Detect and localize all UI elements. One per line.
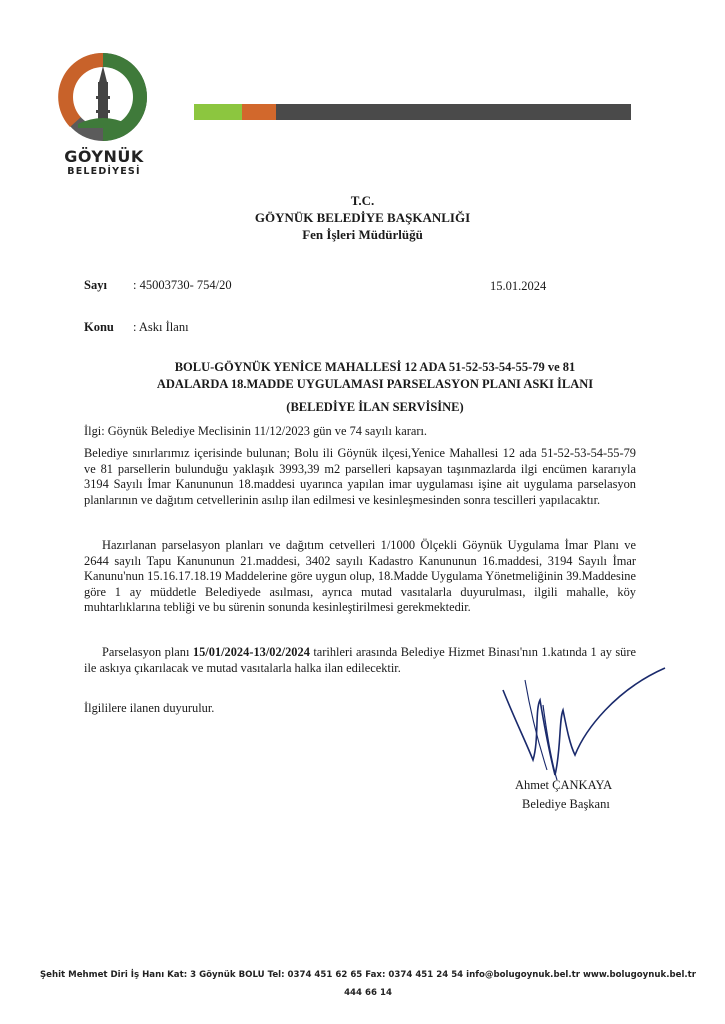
- body-paragraph-1: Belediye sınırlarımız içerisinde bulunan; Bolu ili Göynük ilçesi,Yenice Mahallesi 12 ada 51-52-53-54-55-79 ve 81 parsellerin bulunduğu yaklaşık 3993,39 m2 parselleri kapsayan taşınmazlarda ilgi encümen kararıyla 3194 Sayılı İmar Kanununun 18.maddesi uyarınca yapılan imar uygulaması işine ait uygulama parselasyon planlarının ve dağıtım cetvellerinin asılıp ilan edilmesi ve kesinleşmesinden sonra tescilleri yapılacaktır.: [84, 446, 636, 507]
- handwritten-signature: [495, 660, 670, 790]
- header-bar-green: [194, 104, 242, 120]
- signatory-title: Belediye Başkanı: [522, 797, 610, 811]
- notice-recipient: (BELEDİYE İLAN SERVİSİNE): [286, 400, 464, 414]
- logo-name: GÖYNÜK: [64, 147, 144, 166]
- footer-contact: Şehit Mehmet Diri İş Hanı Kat: 3 Göynük BOLU Tel: 0374 451 62 65 Fax: 0374 451 24 54 info@bolugoynuk.bel.tr www.bolugoynuk.bel.tr: [39, 970, 697, 980]
- sayi-value: : 45003730- 754/20: [133, 278, 232, 292]
- closing-line: İlgililere ilanen duyurulur.: [84, 701, 215, 715]
- ilgi-reference: İlgi: Göynük Belediye Meclisinin 11/12/2023 gün ve 74 sayılı kararı.: [84, 424, 427, 438]
- body-paragraph-2: Hazırlanan parselasyon planları ve dağıtım cetvelleri 1/1000 Ölçekli Göynük Uygulama İmar Planı ve 2644 sayılı Tapu Kanununun 21.maddesi, 3402 sayılı Kadastro Kanununun 16.maddesi, 3194 Sayılı İmar Kanunu'nun 15.16.17.18.19 Maddelerine göre uygun olup, 18.Madde Uygulama Yönetmeliğinin 39.Maddesine göre 1 ay müddetle Belediyede asılması, ayrıca mutad vasıtalarla duyurulması, ilgili mahalle, köy muhtarlıklarına tebliği ve bu sürenin sonunda kesinleştirilmesi gerekmektedir.: [84, 538, 636, 614]
- header-bar-orange: [242, 104, 276, 120]
- body-paragraph-3: Parselasyon planı 15/01/2024-13/02/2024 tarihleri arasında Belediye Hizmet Binası'nın 1.katında 1 ay süre ile askıya çıkarılacak ve mutad vasıtalarla halka ilan edilecektir.: [84, 645, 636, 675]
- municipality-logo: [58, 52, 148, 142]
- footer-phone: 444 66 14: [344, 988, 392, 998]
- header-department: Fen İşleri Müdürlüğü: [302, 227, 423, 242]
- notice-title-line1: BOLU-GÖYNÜK YENİCE MAHALLESİ 12 ADA 51-52-53-54-55-79 ve 81: [174, 360, 576, 374]
- header-bar-gray: [276, 104, 631, 120]
- sayi-label: Sayı: [84, 278, 107, 292]
- logo-emblem-icon: [58, 52, 148, 142]
- document-date: 15.01.2024: [490, 279, 547, 293]
- logo-subtitle: BELEDİYESİ: [67, 166, 141, 177]
- signatory-name: Ahmet ÇANKAYA: [515, 778, 613, 792]
- header-institution: GÖYNÜK BELEDİYE BAŞKANLIĞI: [254, 210, 471, 225]
- konu-label: Konu: [84, 320, 114, 334]
- konu-value: : Askı İlanı: [133, 320, 189, 334]
- header-tc: T.C.: [350, 193, 375, 208]
- notice-title-line2: ADALARDA 18.MADDE UYGULAMASI PARSELASYON PLANI ASKI İLANI: [156, 377, 594, 391]
